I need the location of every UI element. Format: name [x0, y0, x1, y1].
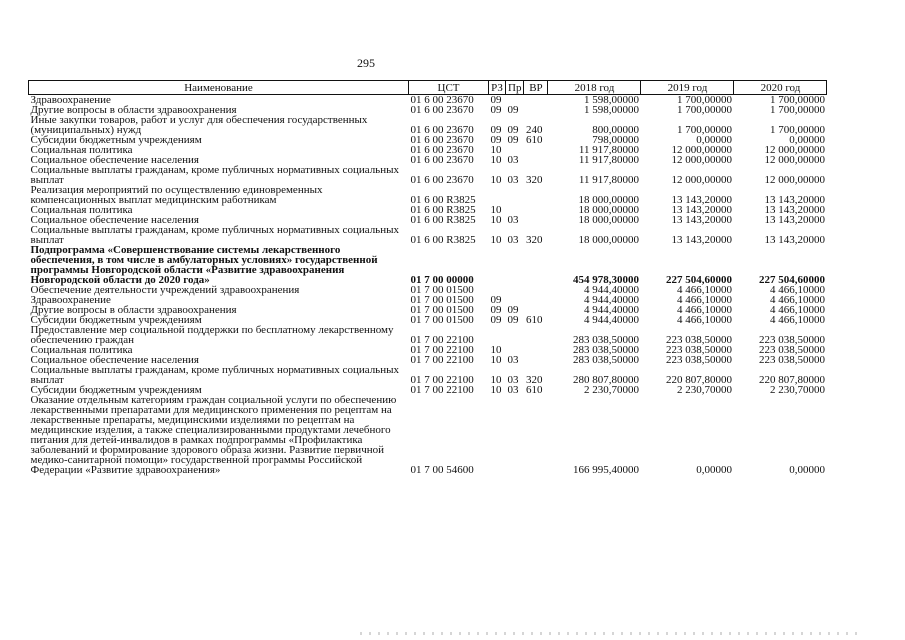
cell-2019: 227 504,60000 [665, 274, 732, 286]
table-row [29, 245, 827, 285]
cell-2020: 223 038,50000 [758, 354, 825, 366]
cell-rz: 09 [490, 124, 502, 136]
cell-2019: 13 143,20000 [671, 204, 732, 216]
cell-vr: 610 [525, 384, 543, 396]
cell-rz: 09 [490, 134, 502, 146]
cell-2018: 454 978,30000 [572, 274, 639, 286]
cell-2020: 12 000,00000 [764, 144, 825, 156]
cell-2019: 0,00000 [696, 464, 732, 476]
cell-2018: 283 038,50000 [572, 354, 639, 366]
cell-2018: 1 598,00000 [583, 104, 639, 116]
cell-name: Субсидии бюджетным учреждениям [30, 314, 202, 326]
cell-2018: 4 944,40000 [583, 284, 639, 296]
cell-2020: 13 143,20000 [764, 194, 825, 206]
scan-artifact [360, 632, 860, 635]
cell-2019: 12 000,00000 [671, 144, 732, 156]
cell-name: Другие вопросы в области здравоохранения [30, 104, 237, 116]
cell-2019: 223 038,50000 [665, 334, 732, 346]
cell-rz [489, 185, 506, 205]
cell-2019: 13 143,20000 [671, 214, 732, 226]
cell-cst: 01 7 00 22100 [410, 334, 474, 346]
cell-2020: 12 000,00000 [764, 174, 825, 186]
cell-vr [524, 185, 548, 205]
cell-vr: 240 [525, 124, 543, 136]
cell-cst: 01 7 00 22100 [410, 354, 474, 366]
cell-name: Предоставление мер социальной поддержки по бесплатному лекарственному обеспечению граждан [30, 324, 394, 346]
cell-2019: 12 000,00000 [671, 174, 732, 186]
cell-name: Обеспечение деятельности учреждений здравоохранения [30, 284, 300, 296]
cell-rz: 10 [490, 154, 502, 166]
cell-rz: 09 [490, 94, 502, 106]
cell-cst: 01 6 00 23670 [410, 94, 474, 106]
cell-pr [506, 395, 524, 475]
cell-pr: 09 [507, 134, 519, 146]
cell-2020: 4 466,10000 [769, 284, 825, 296]
cell-2020: 223 038,50000 [758, 334, 825, 346]
cell-vr [524, 295, 548, 305]
cell-cst: 01 7 00 22100 [410, 344, 474, 356]
page-number: 295 [357, 56, 375, 70]
cell-pr [506, 325, 524, 345]
table-row [29, 325, 827, 345]
cell-pr [506, 245, 524, 285]
cell-2020: 0,00000 [789, 464, 825, 476]
cell-2018: 18 000,00000 [578, 234, 639, 246]
cell-2019: 13 143,20000 [671, 194, 732, 206]
cell-2018: 283 038,50000 [572, 334, 639, 346]
cell-cst: 01 6 00 R3825 [410, 234, 476, 246]
cell-2019: 4 466,10000 [676, 314, 732, 326]
cell-name: Социальные выплаты гражданам, кроме публичных нормативных социальных выплат [30, 364, 399, 386]
cell-2020: 227 504,60000 [758, 274, 825, 286]
cell-rz: 10 [490, 174, 502, 186]
cell-name: Социальная политика [30, 204, 133, 216]
cell-2019: 0,00000 [696, 134, 732, 146]
cell-2020: 4 466,10000 [769, 304, 825, 316]
cell-2018: 283 038,50000 [572, 344, 639, 356]
cell-2018: 2 230,70000 [583, 384, 639, 396]
cell-2019: 1 700,00000 [676, 104, 732, 116]
cell-vr [524, 245, 548, 285]
cell-name: Социальное обеспечение населения [30, 214, 199, 226]
header-2018: 2018 год [548, 81, 641, 95]
cell-vr [524, 95, 548, 106]
cell-vr [524, 205, 548, 215]
cell-pr [506, 185, 524, 205]
cell-name: Социальные выплаты гражданам, кроме публичных нормативных социальных выплат [30, 224, 399, 246]
cell-vr: 610 [525, 314, 543, 326]
cell-name: Другие вопросы в области здравоохранения [30, 304, 237, 316]
cell-vr [524, 145, 548, 155]
cell-cst: 01 7 00 54600 [410, 464, 474, 476]
cell-rz: 10 [490, 204, 502, 216]
cell-2020: 13 143,20000 [764, 204, 825, 216]
cell-2019: 220 807,80000 [665, 374, 732, 386]
cell-2020: 1 700,00000 [769, 104, 825, 116]
cell-cst: 01 6 00 23670 [410, 144, 474, 156]
cell-cst: 01 6 00 23670 [410, 104, 474, 116]
cell-cst: 01 7 00 01500 [410, 304, 474, 316]
cell-rz: 10 [490, 214, 502, 226]
cell-2020: 13 143,20000 [764, 214, 825, 226]
cell-name: Реализация мероприятий по осуществлению единовременных компенсационных выплат медицинским работникам [30, 184, 323, 206]
cell-rz: 10 [490, 144, 502, 156]
cell-pr: 03 [507, 214, 519, 226]
cell-2019: 1 700,00000 [676, 94, 732, 106]
header-vr: ВР [524, 81, 548, 95]
cell-rz: 09 [490, 294, 502, 306]
cell-cst: 01 6 00 R3825 [410, 204, 476, 216]
table-row [29, 115, 827, 135]
cell-pr: 03 [507, 374, 519, 386]
cell-vr: 320 [525, 174, 543, 186]
cell-2018: 280 807,80000 [572, 374, 639, 386]
cell-2020: 1 700,00000 [769, 94, 825, 106]
cell-2020: 13 143,20000 [764, 234, 825, 246]
cell-2019: 1 700,00000 [676, 124, 732, 136]
cell-cst: 01 7 00 01500 [410, 314, 474, 326]
table-row [29, 395, 827, 475]
cell-vr: 320 [525, 234, 543, 246]
cell-pr: 09 [507, 304, 519, 316]
cell-name: Подпрограмма «Совершенствование системы лекарственного обеспечения, в том числе в амбулаторных условиях» государственной программы Новгородской области «Развитие здравоохранения Новгородской области до 2020 года» [30, 244, 378, 286]
cell-2019: 4 466,10000 [676, 294, 732, 306]
cell-2020: 4 466,10000 [769, 314, 825, 326]
table-body [29, 95, 827, 476]
cell-pr: 03 [507, 354, 519, 366]
header-2019: 2019 год [641, 81, 734, 95]
cell-pr: 09 [507, 314, 519, 326]
cell-vr [524, 395, 548, 475]
cell-2019: 13 143,20000 [671, 234, 732, 246]
cell-2018: 4 944,40000 [583, 294, 639, 306]
cell-rz: 09 [490, 304, 502, 316]
cell-2018: 166 995,40000 [572, 464, 639, 476]
cell-2020: 12 000,00000 [764, 154, 825, 166]
cell-2020: 223 038,50000 [758, 344, 825, 356]
cell-2019: 4 466,10000 [676, 284, 732, 296]
cell-2018: 18 000,00000 [578, 194, 639, 206]
cell-2019: 4 466,10000 [676, 304, 732, 316]
cell-2018: 11 917,80000 [578, 144, 639, 156]
cell-2019: 2 230,70000 [676, 384, 732, 396]
cell-2019: 223 038,50000 [665, 344, 732, 356]
cell-name: Социальные выплаты гражданам, кроме публичных нормативных социальных выплат [30, 164, 399, 186]
table-row [29, 185, 827, 205]
header-cst: ЦСТ [409, 81, 489, 95]
header-rz: РЗ [489, 81, 506, 95]
cell-vr [524, 285, 548, 295]
cell-name: Социальное обеспечение населения [30, 154, 199, 166]
cell-cst: 01 7 00 22100 [410, 384, 474, 396]
cell-vr: 320 [525, 374, 543, 386]
cell-name: Здравоохранение [30, 94, 111, 106]
cell-cst: 01 6 00 R3825 [410, 214, 476, 226]
cell-2018: 798,00000 [592, 134, 639, 146]
cell-pr: 09 [507, 124, 519, 136]
cell-vr [524, 215, 548, 225]
cell-cst: 01 7 00 22100 [410, 374, 474, 386]
cell-name: Социальная политика [30, 344, 133, 356]
cell-name: Субсидии бюджетным учреждениям [30, 134, 202, 146]
header-name: Наименование [29, 81, 409, 95]
cell-2018: 11 917,80000 [578, 154, 639, 166]
cell-2020: 0,00000 [789, 134, 825, 146]
cell-vr [524, 345, 548, 355]
cell-rz: 09 [490, 104, 502, 116]
cell-cst: 01 7 00 01500 [410, 294, 474, 306]
cell-rz: 10 [490, 374, 502, 386]
cell-2018: 4 944,40000 [583, 304, 639, 316]
cell-name: Субсидии бюджетным учреждениям [30, 384, 202, 396]
cell-2020: 2 230,70000 [769, 384, 825, 396]
cell-rz: 10 [490, 234, 502, 246]
cell-rz: 10 [490, 344, 502, 356]
cell-name: Здравоохранение [30, 294, 111, 306]
cell-rz [489, 245, 506, 285]
cell-cst: 01 6 00 R3825 [410, 194, 476, 206]
cell-cst: 01 7 00 00000 [410, 274, 474, 286]
cell-rz [489, 395, 506, 475]
cell-vr: 610 [525, 134, 543, 146]
budget-table [28, 80, 827, 475]
cell-2018: 1 598,00000 [583, 94, 639, 106]
cell-2020: 4 466,10000 [769, 294, 825, 306]
cell-rz: 10 [490, 354, 502, 366]
cell-2019: 223 038,50000 [665, 354, 732, 366]
cell-cst: 01 6 00 23670 [410, 174, 474, 186]
cell-2018: 4 944,40000 [583, 314, 639, 326]
cell-cst: 01 6 00 23670 [410, 124, 474, 136]
header-2020: 2020 год [734, 81, 827, 95]
cell-cst: 01 6 00 23670 [410, 154, 474, 166]
cell-pr [506, 285, 524, 295]
cell-name: Социальная политика [30, 144, 133, 156]
cell-vr [524, 155, 548, 165]
cell-2019: 12 000,00000 [671, 154, 732, 166]
table-header [29, 81, 827, 95]
header-pr: Пр [506, 81, 524, 95]
cell-vr [524, 105, 548, 115]
cell-2020: 220 807,80000 [758, 374, 825, 386]
cell-2018: 18 000,00000 [578, 204, 639, 216]
cell-pr: 03 [507, 384, 519, 396]
cell-pr: 03 [507, 154, 519, 166]
cell-name: Иные закупки товаров, работ и услуг для обеспечения государственных (муниципальных) нужд [30, 114, 368, 136]
table-row [29, 365, 827, 385]
cell-2020: 1 700,00000 [769, 124, 825, 136]
cell-vr [524, 325, 548, 345]
table-row [29, 165, 827, 185]
cell-name: Социальное обеспечение населения [30, 354, 199, 366]
cell-rz [489, 325, 506, 345]
cell-pr: 03 [507, 174, 519, 186]
cell-pr: 09 [507, 104, 519, 116]
cell-cst: 01 7 00 01500 [410, 284, 474, 296]
table-row [29, 225, 827, 245]
cell-2018: 11 917,80000 [578, 174, 639, 186]
cell-cst: 01 6 00 23670 [410, 134, 474, 146]
cell-vr [524, 355, 548, 365]
cell-2018: 800,00000 [592, 124, 639, 136]
cell-pr: 03 [507, 234, 519, 246]
cell-rz: 10 [490, 384, 502, 396]
cell-rz: 09 [490, 314, 502, 326]
cell-name: Оказание отдельным категориям граждан социальной услуги по обеспечению лекарственными препаратами для медицинского применения по рецептам на лекарственные препараты, медицинскими изделиями по рецептам на медицинские изделия, а также специализированными продуктами лечебного питания для детей-инвалидов в рамках подпрограммы «Профилактика заболеваний и формирование здорового образа жизни. Развитие первичной медико-санитарной помощи» государственной программы Российской Федерации «Развитие здравоохранения» [30, 394, 397, 476]
cell-2018: 18 000,00000 [578, 214, 639, 226]
